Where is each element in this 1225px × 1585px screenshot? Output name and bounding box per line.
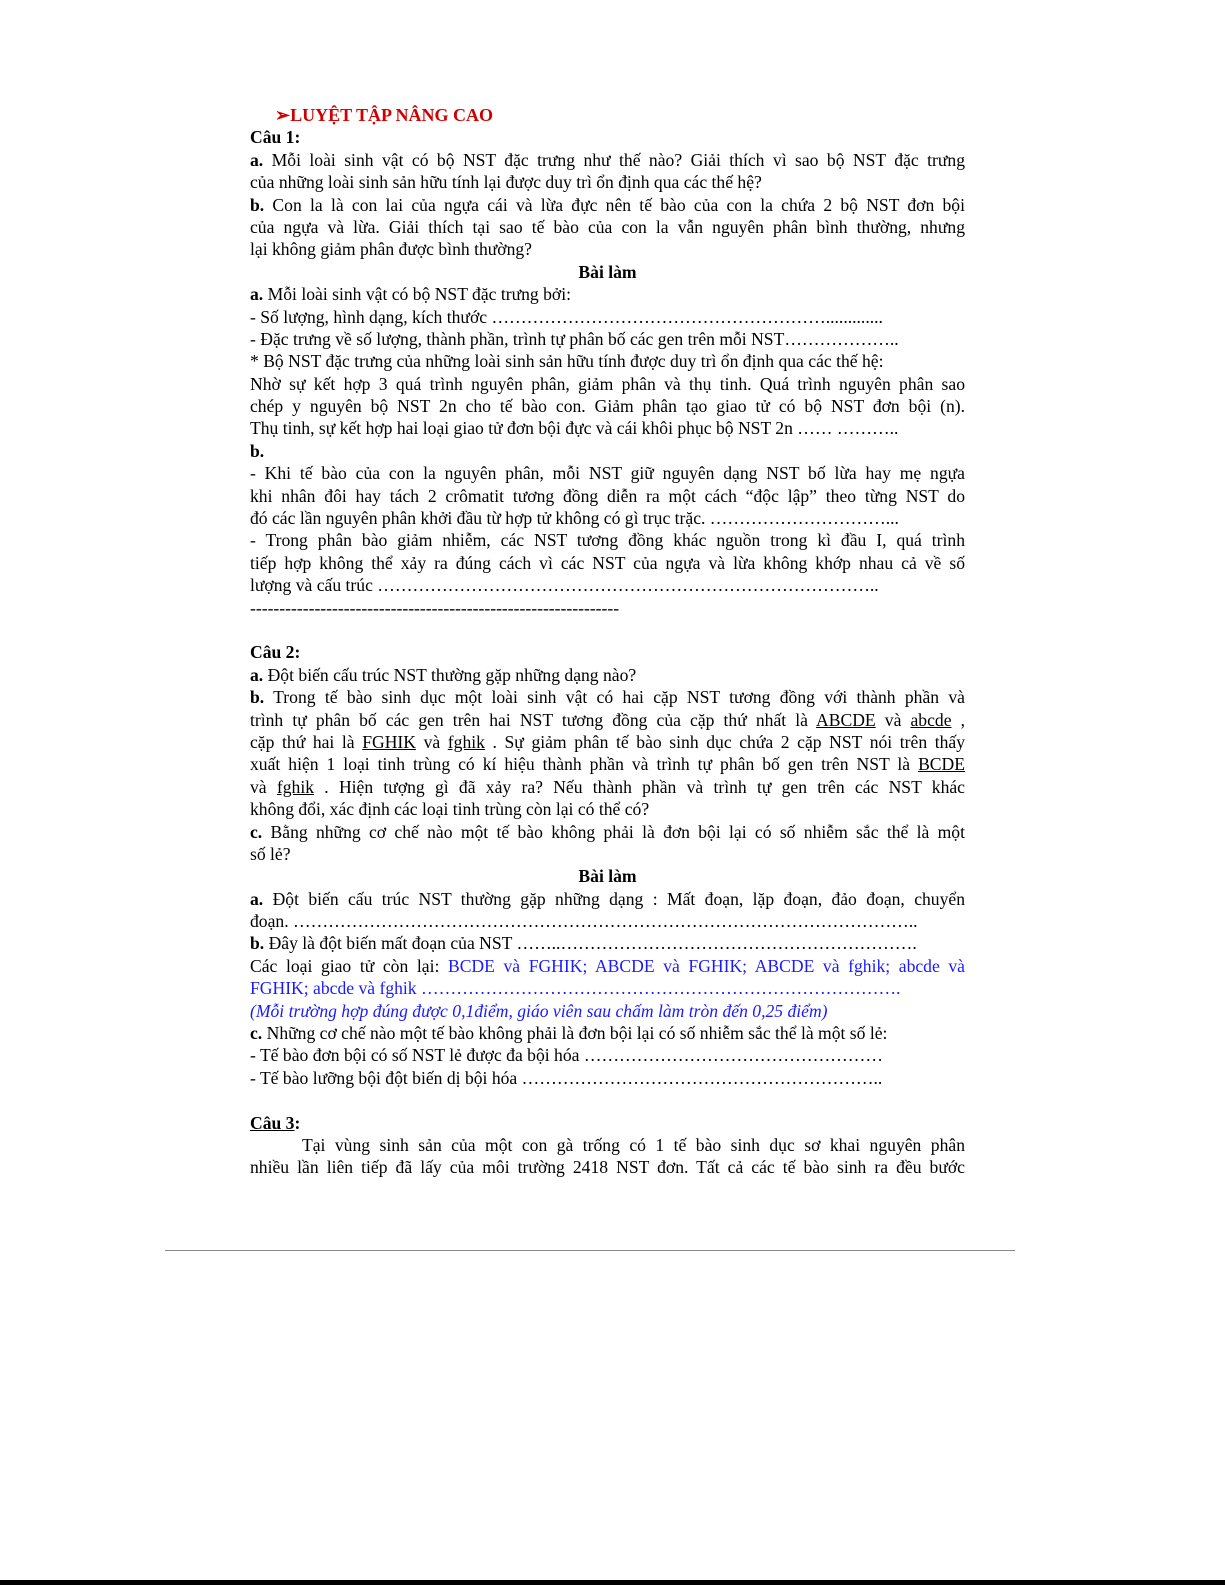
q2-ans-c-line2: - Tế bào đơn bội có số NST lẻ được đa bội hóa ……………………………………………: [250, 1045, 883, 1066]
q2-ans-b-line2: [250, 955, 965, 977]
q2-b-line2-post: ,: [951, 709, 966, 730]
q2-b-prefix: b.: [250, 687, 265, 708]
q2-b-line5: [250, 776, 965, 798]
q1-ans-a-line3: - Đặc trưng về số lượng, thành phần, trình tự phân bố các gen trên mỗi NST………………..: [250, 328, 899, 349]
q1-ans-b-line6: lượng và cấu trúc …………………………………………………………………………..: [250, 575, 879, 596]
q2-ans-b-text1: Đây là đột biến mất đoạn của NST ……..…………………………………………………….: [264, 933, 917, 954]
q2-ans-c-text1: Những cơ chế nào một tế bào không phải là đơn bội lại có số nhiễm sắc thể là một số lẻ:: [262, 1023, 888, 1044]
q2-ans-a-line1: [250, 888, 965, 910]
gene-sequence-fghik-2: fghik: [276, 776, 315, 797]
q2-b-line2-pre: trình tự phân bố các gen trên hai NST tương đồng của cặp thứ nhất là: [250, 709, 817, 730]
q2-a-line1: [250, 664, 965, 686]
gene-sequence-fghik: fghik: [447, 731, 485, 752]
q2-c-line1: [250, 821, 965, 843]
question-2-label: Câu 2:: [250, 642, 301, 663]
q2-ans-c-line1: [250, 1022, 965, 1044]
gene-sequence-FGHIK: FGHIK: [362, 731, 416, 752]
gene-sequence-abcde: abcde: [910, 709, 952, 730]
q2-ans-a-line2: đoạn. ……………………………………………………………………………………………..: [250, 911, 918, 932]
gene-sequence-ABCDE: ABCDE: [816, 709, 876, 730]
q1-ans-b-line2: khi nhân đôi hay tách 2 crômatit tương đồng diễn ra một cách “độc lập” theo từng NST do: [250, 485, 965, 506]
q1-ans-a-line4: * Bộ NST đặc trưng của những loài sinh sản hữu tính được duy trì ổn định qua các thế hệ:: [250, 351, 884, 372]
page-bottom-border: [0, 1580, 1225, 1585]
q1-b-prefix: b.: [250, 194, 265, 215]
section-title: ➢LUYỆT TẬP NÂNG CAO: [275, 105, 493, 125]
q1-a-line1: [250, 149, 965, 171]
q2-scoring-note: (Mỗi trường hợp đúng được 0,1điểm, giáo viên sau chấm làm tròn đến 0,25 điểm): [250, 1000, 828, 1021]
q3-label-colon: :: [294, 1112, 301, 1133]
q3-line1: Tại vùng sinh sản của một con gà trống có 1 tế bào sinh dục sơ khai nguyên phân: [302, 1134, 965, 1155]
spacer: [250, 1089, 965, 1111]
gene-sequence-BCDE: BCDE: [918, 754, 965, 775]
q2-ans-c-line3: - Tế bào lưỡng bội đột biến dị bội hóa ……………………………………………………..: [250, 1067, 883, 1088]
q1-b-line1: [250, 194, 965, 216]
q1-ans-a-text1: Mỗi loài sinh vật có bộ NST đặc trưng bởi:: [263, 284, 572, 305]
q1-a-prefix: a.: [250, 149, 264, 170]
q2-c-line2: số lẻ?: [250, 843, 291, 864]
q3-label-text: Câu 3: [250, 1112, 295, 1133]
q2-ans-b-prefix: b.: [250, 933, 265, 954]
q2-a-prefix: a.: [250, 664, 264, 685]
q2-b-line3-mid: và: [415, 731, 448, 752]
q2-ans-a-text1: Đột biến cấu trúc NST thường gặp những dạng : Mất đoạn, lặp đoạn, đảo đoạn, chuyển: [263, 888, 965, 909]
q1-ans-a-line1: [250, 283, 965, 305]
document-page: [250, 104, 965, 1179]
q3-line2: nhiều lần liên tiếp đã lấy của môi trường 2418 NST đơn. Tất cả các tế bào sinh ra đều bước: [250, 1157, 965, 1178]
q1-a-text1: Mỗi loài sinh vật có bộ NST đặc trưng như thế nào? Giải thích vì sao bộ NST đặc trưng: [263, 149, 965, 170]
q2-ans-b-gametes-1: BCDE và FGHIK; ABCDE và FGHIK; ABCDE và fghik; abcde và: [447, 955, 965, 976]
page-divider: [165, 1250, 1015, 1251]
q1-ans-a-line2: - Số lượng, hình dạng, kích thước ………………………………………………….............: [250, 306, 883, 327]
q2-ans-c-prefix: c.: [250, 1023, 263, 1044]
q1-ans-b-line5: tiếp hợp không thể xảy ra đúng cách vì các NST của ngựa và lừa không khớp nhau cả về số: [250, 552, 965, 573]
q2-b-line2: [250, 709, 965, 731]
q2-b-line6: không đổi, xác định các loại tinh trùng còn lại có thể có?: [250, 799, 650, 820]
q2-b-line3: [250, 731, 965, 753]
q2-b-line4-pre: xuất hiện 1 loại tinh trùng có kí hiệu thành phần và trình tự phân bố gen trên NST là: [250, 754, 919, 775]
q1-a-line2: của những loài sinh sản hữu tính lại được duy trì ổn định qua các thế hệ?: [250, 172, 762, 193]
q2-b-line2-mid: và: [875, 709, 911, 730]
q2-b-line3-post: . Sự giảm phân tế bào sinh dục chứa 2 cặp NST nói trên thấy: [484, 731, 966, 752]
q1-b-text1: Con la là con lai của ngựa cái và lừa đực nên tế bào của con la chứa 2 bộ NST đơn bội: [264, 194, 965, 215]
q1-ans-b-line3: đó các lần nguyên phân khởi đầu từ hợp tử không có gì trục trặc. …………………………...: [250, 508, 899, 529]
q2-ans-b-line2-pre: Các loại giao tử còn lại:: [250, 955, 448, 976]
q1-ans-b-line1: - Khi tế bào của con la nguyên phân, mỗi NST giữ nguyên dạng NST bố lừa hay mẹ ngựa: [250, 463, 965, 484]
q1-ans-a-prefix: a.: [250, 284, 264, 305]
q1-ans-b-line4: - Trong phân bào giảm nhiễm, các NST tương đồng khác nguồn trong kì đầu I, quá trình: [250, 530, 965, 551]
section-separator: ---------------------------------------------------------------: [250, 597, 620, 618]
q1-ans-a-line7: Thụ tinh, sự kết hợp hai loại giao tử đơn bội đực và cái khôi phục bộ NST 2n …… ………..: [250, 418, 899, 439]
q1-b-line2: của ngựa và lừa. Giải thích tại sao tế bào của con la vẫn nguyên phân bình thường, nhưng: [250, 216, 965, 237]
q2-ans-b-line1: [250, 932, 965, 954]
q2-c-prefix: c.: [250, 821, 263, 842]
q2-c-text1: Bằng những cơ chế nào một tế bào không phải là đơn bội lại có số nhiễm sắc thể là một: [262, 821, 965, 842]
q1-b-line3: lại không giảm phân được bình thường?: [250, 239, 532, 260]
q2-ans-a-prefix: a.: [250, 888, 264, 909]
q2-a-text1: Đột biến cấu trúc NST thường gặp những dạng nào?: [263, 664, 637, 685]
q1-ans-b-prefix: b.: [250, 440, 265, 461]
q2-b-text1: Trong tế bào sinh dục một loài sinh vật có hai cặp NST tương đồng với thành phần và: [264, 687, 965, 708]
spacer: [250, 619, 965, 641]
q1-ans-a-line5: Nhờ sự kết hợp 3 quá trình nguyên phân, giảm phân và thụ tinh. Quá trình nguyên phân sao: [250, 373, 965, 394]
q2-b-line5-post: . Hiện tượng gì đã xảy ra? Nếu thành phần và trình tự gen trên các NST khác: [314, 776, 965, 797]
q2-answer-heading: Bài làm: [578, 866, 637, 887]
q2-b-line4: [250, 753, 965, 775]
question-3-label: [250, 1112, 965, 1134]
q2-b-line1: [250, 686, 965, 708]
q2-ans-b-gametes-2: FGHIK; abcde và fghik ……………………………………………………………………….: [250, 978, 901, 999]
question-1-label: Câu 1:: [250, 127, 301, 148]
q2-b-line3-pre: cặp thứ hai là: [250, 731, 363, 752]
q2-b-line5-pre: và: [250, 776, 277, 797]
q1-answer-heading: Bài làm: [578, 261, 637, 282]
q1-ans-a-line6: chép y nguyên bộ NST 2n cho tế bào con. Giảm phân tạo giao tử có bộ NST đơn bội (n).: [250, 396, 965, 417]
